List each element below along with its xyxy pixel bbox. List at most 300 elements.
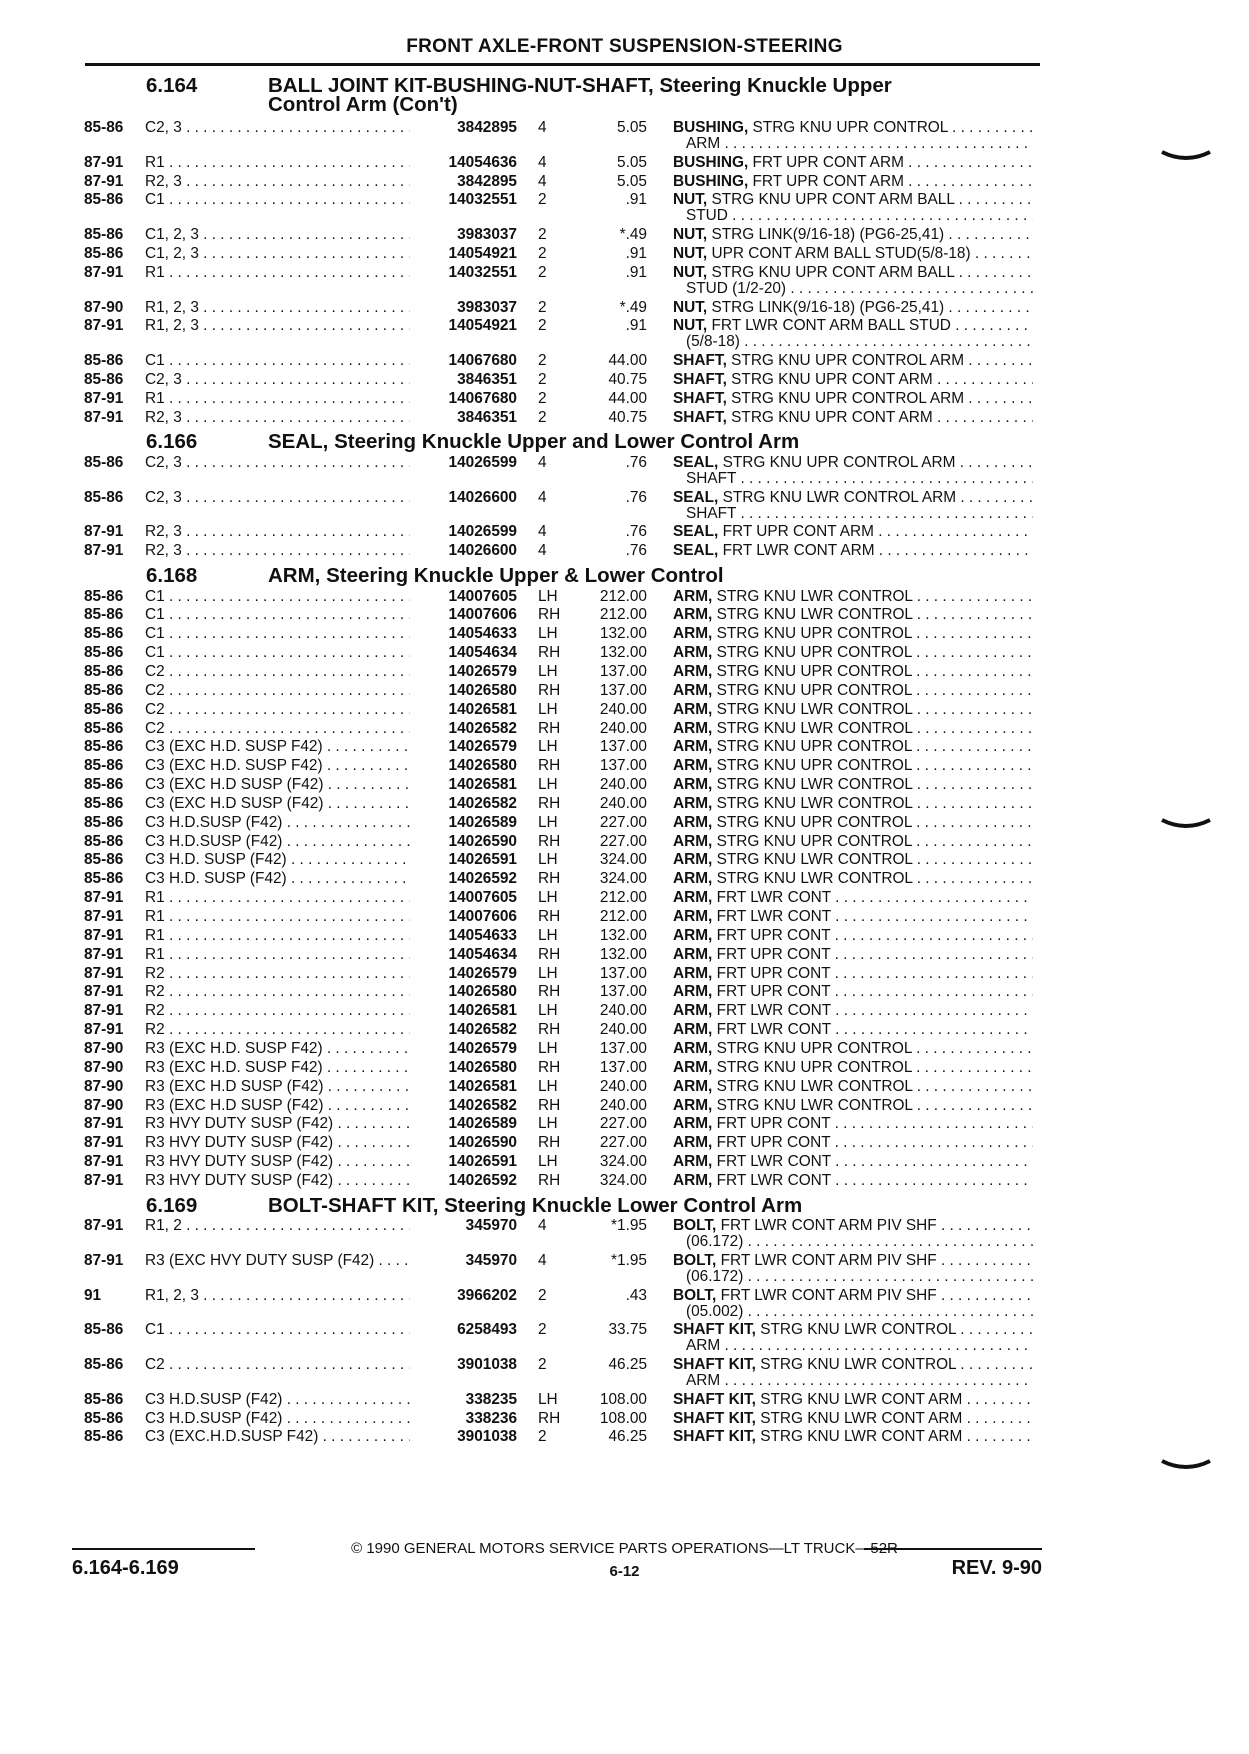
quantity: 2 [538, 317, 547, 335]
price: 212.00 [599, 908, 647, 925]
part-description-name: NUT, [673, 244, 708, 262]
part-description-name: ARM, [673, 625, 713, 643]
part-row-continuation [0, 1337, 1249, 1356]
part-row [0, 983, 1249, 1002]
model-applicability: R3 HVY DUTY SUSP (F42) . . . [145, 1153, 415, 1171]
part-description: ARM, STRG KNU UPR CONTROL . . . [673, 1059, 1033, 1077]
model-years: 85-86 [84, 851, 124, 869]
part-description-name: ARM, [673, 606, 713, 624]
model-years: 85-86 [84, 644, 124, 662]
part-number: 3842895 [410, 119, 517, 137]
part-number: 14026580 [410, 1059, 517, 1077]
model-applicability: R1 . . . [145, 154, 415, 172]
part-description-name: SEAL, [673, 542, 719, 560]
part-description-name: ARM, [673, 1134, 713, 1152]
part-number: 14026582 [410, 1097, 517, 1115]
part-number: 338236 [410, 1410, 517, 1428]
model-years: 85-86 [84, 352, 124, 370]
model-applicability: C2, 3 . . . [145, 489, 415, 507]
binder-hole-mark-bottom [1160, 1459, 1212, 1473]
quantity: LH [538, 964, 558, 982]
part-number: 14026582 [410, 795, 517, 813]
part-number: 14026590 [410, 1134, 517, 1152]
part-number: 14026581 [410, 776, 517, 794]
price: 33.75 [608, 1321, 647, 1339]
model-years: 85-86 [84, 757, 124, 775]
part-description: ARM, STRG KNU UPR CONTROL . . . [673, 625, 1033, 643]
model-years: 85-86 [84, 606, 124, 624]
quantity: 4 [538, 1251, 547, 1269]
model-applicability: R1, 2 . . . [145, 1217, 415, 1235]
price: 240.00 [599, 794, 647, 812]
part-row [0, 908, 1249, 927]
part-description: ARM, STRG KNU UPR CONTROL . . . [673, 814, 1033, 832]
quantity: LH [538, 1390, 558, 1408]
quantity: RH [538, 983, 561, 1001]
part-number: 3901038 [410, 1356, 517, 1374]
quantity: RH [538, 644, 561, 662]
part-row [0, 927, 1249, 946]
part-number: 14026589 [410, 1115, 517, 1133]
part-description-name: BOLT, [673, 1251, 717, 1269]
part-description-name: ARM, [673, 1096, 713, 1114]
part-row-continuation [0, 333, 1249, 352]
part-number: 14026580 [410, 983, 517, 1001]
quantity: LH [538, 738, 558, 756]
model-applicability: R1 . . . [145, 889, 415, 907]
part-description-name: ARM, [673, 1171, 713, 1189]
model-years: 87-91 [84, 1217, 124, 1235]
part-row [0, 757, 1249, 776]
part-number: 6258493 [410, 1321, 517, 1339]
footer-revision: REV. 9-90 [951, 1557, 1042, 1579]
part-description: ARM, STRG KNU LWR CONTROL . . . [673, 795, 1033, 813]
part-description: SHAFT KIT, STRG KNU LWR CONT ARM . . . [673, 1410, 1033, 1428]
price: 44.00 [608, 352, 647, 370]
footer-section-range: 6.164-6.169 [72, 1557, 179, 1579]
model-applicability: C3 H.D.SUSP (F42) . . . [145, 1391, 415, 1409]
quantity: 2 [538, 352, 547, 370]
price: *.49 [619, 226, 647, 244]
part-description-name: NUT, [673, 263, 708, 281]
part-row [0, 542, 1249, 561]
part-description-name: SHAFT, [673, 352, 727, 370]
part-row [0, 776, 1249, 795]
price: *.49 [619, 298, 647, 316]
part-description: SHAFT, STRG KNU UPR CONTROL ARM . . . [673, 390, 1033, 408]
price: .76 [625, 523, 647, 541]
model-years: 85-86 [84, 453, 124, 471]
price: .76 [625, 542, 647, 560]
quantity: LH [538, 776, 558, 794]
model-applicability: C1 . . . [145, 588, 415, 606]
price: 132.00 [599, 945, 647, 963]
price: 240.00 [599, 719, 647, 737]
quantity: 4 [538, 453, 547, 471]
model-years: 87-90 [84, 1039, 124, 1057]
model-years: 87-91 [84, 1134, 124, 1152]
quantity: 2 [538, 244, 547, 262]
price: 5.05 [617, 153, 647, 171]
part-description-name: ARM, [673, 1039, 713, 1057]
part-row [0, 1410, 1249, 1429]
quantity: 2 [538, 1286, 547, 1304]
price: .91 [625, 244, 647, 262]
part-number: 14026582 [410, 720, 517, 738]
part-number: 14026592 [410, 870, 517, 888]
price: 137.00 [599, 681, 647, 699]
model-applicability: R2 . . . [145, 1021, 415, 1039]
price: 240.00 [599, 700, 647, 718]
part-description: ARM, STRG KNU LWR CONTROL . . . [673, 720, 1033, 738]
section-number: 6.164 [146, 74, 198, 97]
part-description-name: BUSHING, [673, 119, 749, 136]
part-description: ARM, FRT LWR CONT . . . [673, 1002, 1033, 1020]
part-number: 14026580 [410, 757, 517, 775]
part-description-name: SHAFT, [673, 408, 727, 426]
part-description-name: SHAFT, [673, 370, 727, 388]
part-number: 3983037 [410, 299, 517, 317]
part-description: SHAFT KIT, STRG KNU LWR CONTROL . . . [673, 1321, 1033, 1339]
section-title: ARM, Steering Knuckle Upper & Lower Control [268, 564, 724, 588]
model-years: 87-91 [84, 389, 124, 407]
model-applicability: C3 H.D. SUSP (F42) . . . [145, 870, 415, 888]
part-description: ARM, FRT LWR CONT . . . [673, 889, 1033, 907]
part-row [0, 1428, 1249, 1447]
part-row [0, 795, 1249, 814]
part-description: ARM, STRG KNU LWR CONTROL . . . [673, 1097, 1033, 1115]
part-description-name: ARM, [673, 757, 713, 775]
part-description-name: ARM, [673, 1021, 713, 1039]
part-number: 14026580 [410, 682, 517, 700]
part-description: SHAFT KIT, STRG KNU LWR CONT ARM . . . [673, 1391, 1033, 1409]
part-description-continued: SHAFT . . . [686, 470, 1033, 488]
quantity: RH [538, 1171, 561, 1189]
part-description-name: ARM, [673, 738, 713, 756]
part-description: ARM, FRT LWR CONT . . . [673, 1021, 1033, 1039]
footer-copyright: © 1990 GENERAL MOTORS SERVICE PARTS OPERATIONS—LT TRUCK—52R [351, 1540, 898, 1557]
part-description-continued: ARM . . . [686, 135, 1033, 153]
part-description-continued: SHAFT . . . [686, 505, 1033, 523]
quantity: LH [538, 625, 558, 643]
quantity: 2 [538, 370, 547, 388]
model-applicability: R3 HVY DUTY SUSP (F42) . . . [145, 1115, 415, 1133]
part-description: ARM, FRT LWR CONT . . . [673, 908, 1033, 926]
price: 132.00 [599, 625, 647, 643]
quantity: LH [538, 889, 558, 907]
part-description: SEAL, FRT UPR CONT ARM . . . [673, 523, 1033, 541]
part-number: 14026581 [410, 1002, 517, 1020]
quantity: LH [538, 700, 558, 718]
model-years: 87-90 [84, 1096, 124, 1114]
price: 108.00 [599, 1390, 647, 1408]
part-description: ARM, FRT UPR CONT . . . [673, 965, 1033, 983]
part-row [0, 1153, 1249, 1172]
part-number: 14054634 [410, 946, 517, 964]
part-row [0, 814, 1249, 833]
model-applicability: C2 . . . [145, 682, 415, 700]
part-row [0, 1172, 1249, 1191]
model-applicability: C2 . . . [145, 1356, 415, 1374]
model-years: 85-86 [84, 776, 124, 794]
model-applicability: R2, 3 . . . [145, 409, 415, 427]
part-description-name: ARM, [673, 719, 713, 737]
quantity: RH [538, 945, 561, 963]
part-description-name: SHAFT KIT, [673, 1428, 756, 1446]
quantity: 2 [538, 1428, 547, 1446]
price: *1.95 [611, 1217, 647, 1235]
part-row [0, 946, 1249, 965]
part-description: BOLT, FRT LWR CONT ARM PIV SHF . . . [673, 1217, 1033, 1235]
model-applicability: C2 . . . [145, 701, 415, 719]
part-number: 14026591 [410, 1153, 517, 1171]
price: 227.00 [599, 813, 647, 831]
model-applicability: R1 . . . [145, 946, 415, 964]
part-row [0, 1391, 1249, 1410]
part-description-name: BUSHING, [673, 172, 749, 190]
quantity: 2 [538, 191, 547, 209]
part-description-name: ARM, [673, 681, 713, 699]
price: 5.05 [617, 119, 647, 136]
model-applicability: R3 HVY DUTY SUSP (F42) . . . [145, 1172, 415, 1190]
part-number: 14054636 [410, 154, 517, 172]
part-number: 14054634 [410, 644, 517, 662]
part-description: ARM, STRG KNU UPR CONTROL . . . [673, 644, 1033, 662]
model-applicability: R3 (EXC H.D. SUSP F42) . . . [145, 1040, 415, 1058]
part-description-name: ARM, [673, 587, 713, 605]
part-number: 14026579 [410, 738, 517, 756]
model-years: 87-91 [84, 1171, 124, 1189]
quantity: 4 [538, 153, 547, 171]
part-number: 14007606 [410, 606, 517, 624]
part-number: 14026592 [410, 1172, 517, 1190]
part-number: 14026589 [410, 814, 517, 832]
part-row [0, 299, 1249, 318]
model-applicability: R1 . . . [145, 908, 415, 926]
quantity: RH [538, 719, 561, 737]
quantity: 4 [538, 523, 547, 541]
price: 137.00 [599, 1039, 647, 1057]
quantity: RH [538, 832, 561, 850]
quantity: 4 [538, 542, 547, 560]
part-description: NUT, UPR CONT ARM BALL STUD(5/8-18) . . . [673, 245, 1033, 263]
part-description-name: ARM, [673, 908, 713, 925]
part-description-name: ARM, [673, 832, 713, 850]
part-row-continuation [0, 1233, 1249, 1252]
section-number: 6.168 [146, 564, 198, 588]
part-row [0, 390, 1249, 409]
model-applicability: C2 . . . [145, 720, 415, 738]
model-years: 87-91 [84, 1002, 124, 1020]
part-description-name: ARM, [673, 700, 713, 718]
price: 324.00 [599, 870, 647, 888]
part-row [0, 245, 1249, 264]
quantity: LH [538, 1115, 558, 1133]
part-row [0, 625, 1249, 644]
quantity: LH [538, 1077, 558, 1095]
model-applicability: R3 (EXC H.D. SUSP F42) . . . [145, 1059, 415, 1077]
model-applicability: C3 (EXC H.D. SUSP F42) . . . [145, 757, 415, 775]
model-applicability: R1 . . . [145, 390, 415, 408]
model-applicability: R1, 2, 3 . . . [145, 317, 415, 335]
part-row [0, 889, 1249, 908]
quantity: RH [538, 1096, 561, 1114]
part-number: 345970 [410, 1217, 517, 1235]
quantity: RH [538, 681, 561, 699]
price: 132.00 [599, 926, 647, 944]
quantity: 2 [538, 1321, 547, 1339]
part-description-name: ARM, [673, 1115, 713, 1133]
part-description-name: ARM, [673, 1002, 713, 1020]
part-description-name: ARM, [673, 776, 713, 794]
section-title: BOLT-SHAFT KIT, Steering Knuckle Lower Control Arm [268, 1193, 803, 1217]
part-row-continuation [0, 207, 1249, 226]
model-years: 85-86 [84, 662, 124, 680]
quantity: RH [538, 757, 561, 775]
part-description-name: ARM, [673, 1153, 713, 1171]
part-description-name: ARM, [673, 851, 713, 869]
model-years: 85-86 [84, 719, 124, 737]
part-row [0, 409, 1249, 428]
binder-hole-mark-top [1160, 150, 1212, 164]
price: 40.75 [608, 408, 647, 426]
part-number: 14026599 [410, 523, 517, 541]
part-description: ARM, FRT UPR CONT . . . [673, 1115, 1033, 1133]
price: 212.00 [599, 889, 647, 907]
part-number: 3901038 [410, 1428, 517, 1446]
price: *1.95 [611, 1251, 647, 1269]
model-years: 87-91 [84, 408, 124, 426]
part-row [0, 588, 1249, 607]
model-years: 87-91 [84, 945, 124, 963]
part-description-continued: STUD . . . [686, 207, 1033, 225]
part-row [0, 682, 1249, 701]
part-description-continued: (06.172) . . . [686, 1233, 1033, 1251]
part-number: 14007605 [410, 889, 517, 907]
model-applicability: C3 (EXC H.D SUSP (F42) . . . [145, 776, 415, 794]
price: 227.00 [599, 832, 647, 850]
part-row [0, 851, 1249, 870]
part-number: 14026579 [410, 663, 517, 681]
quantity: 2 [538, 389, 547, 407]
model-applicability: R1 . . . [145, 927, 415, 945]
model-applicability: R2 . . . [145, 965, 415, 983]
part-description-name: SHAFT, [673, 389, 727, 407]
part-number: 14032551 [410, 191, 517, 209]
part-description: SEAL, STRG KNU UPR CONTROL ARM . . . [673, 454, 1033, 472]
model-applicability: C3 H.D.SUSP (F42) . . . [145, 833, 415, 851]
model-years: 87-91 [84, 908, 124, 925]
part-description: ARM, STRG KNU UPR CONTROL . . . [673, 757, 1033, 775]
part-description-continued: (05.002) . . . [686, 1303, 1033, 1321]
model-applicability: R2 . . . [145, 1002, 415, 1020]
part-description: BOLT, FRT LWR CONT ARM PIV SHF . . . [673, 1252, 1033, 1270]
part-row-continuation [0, 135, 1249, 154]
part-description: ARM, STRG KNU UPR CONTROL . . . [673, 1040, 1033, 1058]
quantity: 2 [538, 408, 547, 426]
quantity: 2 [538, 298, 547, 316]
quantity: 2 [538, 226, 547, 244]
model-years: 87-90 [84, 298, 124, 316]
part-row-continuation [0, 1268, 1249, 1287]
price: 108.00 [599, 1409, 647, 1427]
price: 212.00 [599, 606, 647, 624]
part-description: ARM, FRT UPR CONT . . . [673, 983, 1033, 1001]
footer-page-number: 6-12 [609, 1563, 640, 1580]
part-description: ARM, STRG KNU UPR CONTROL . . . [673, 738, 1033, 756]
price: 137.00 [599, 662, 647, 680]
part-description-name: ARM, [673, 945, 713, 963]
part-row [0, 701, 1249, 720]
model-years: 85-86 [84, 1428, 124, 1446]
part-description: ARM, FRT UPR CONT . . . [673, 946, 1033, 964]
part-description: SEAL, STRG KNU LWR CONTROL ARM . . . [673, 489, 1033, 507]
part-description-continued: (5/8-18) . . . [686, 333, 1033, 351]
part-description: ARM, STRG KNU LWR CONTROL . . . [673, 701, 1033, 719]
model-years: 85-86 [84, 870, 124, 888]
part-number: 14026581 [410, 701, 517, 719]
part-description-name: NUT, [673, 317, 708, 335]
model-years: 85-86 [84, 813, 124, 831]
part-description-continued: ARM . . . [686, 1337, 1033, 1355]
part-description-name: ARM, [673, 794, 713, 812]
part-description-continued: ARM . . . [686, 1372, 1033, 1390]
model-applicability: C1 . . . [145, 606, 415, 624]
quantity: LH [538, 1002, 558, 1020]
part-description: ARM, STRG KNU LWR CONTROL . . . [673, 606, 1033, 624]
part-number: 14026582 [410, 1021, 517, 1039]
price: .43 [625, 1286, 647, 1304]
quantity: RH [538, 908, 561, 925]
part-description: SHAFT, STRG KNU UPR CONT ARM . . . [673, 371, 1033, 389]
part-row [0, 1078, 1249, 1097]
model-applicability: R1, 2, 3 . . . [145, 299, 415, 317]
part-description: ARM, STRG KNU LWR CONTROL . . . [673, 1078, 1033, 1096]
price: .76 [625, 488, 647, 506]
model-years: 85-86 [84, 488, 124, 506]
part-description: SHAFT KIT, STRG KNU LWR CONT ARM . . . [673, 1428, 1033, 1446]
page-header-title: FRONT AXLE-FRONT SUSPENSION-STEERING [406, 36, 843, 57]
part-row-continuation [0, 1303, 1249, 1322]
model-years: 85-86 [84, 226, 124, 244]
model-applicability: C3 H.D.SUSP (F42) . . . [145, 1410, 415, 1428]
model-years: 87-91 [84, 1021, 124, 1039]
part-description-continued: STUD (1/2-20) . . . [686, 280, 1033, 298]
price: 240.00 [599, 1096, 647, 1114]
model-applicability: C1 . . . [145, 625, 415, 643]
section-number: 6.166 [146, 430, 198, 454]
part-description-name: ARM, [673, 926, 713, 944]
quantity: 2 [538, 1356, 547, 1374]
part-description: ARM, FRT UPR CONT . . . [673, 1134, 1033, 1152]
part-description-name: SEAL, [673, 488, 719, 506]
quantity: LH [538, 926, 558, 944]
price: 227.00 [599, 1134, 647, 1152]
model-years: 87-91 [84, 1153, 124, 1171]
model-applicability: R1, 2, 3 . . . [145, 1287, 415, 1305]
price: 46.25 [608, 1356, 647, 1374]
part-number: 3983037 [410, 226, 517, 244]
part-row-continuation [0, 1372, 1249, 1391]
model-years: 85-86 [84, 119, 124, 136]
part-description: ARM, STRG KNU LWR CONTROL . . . [673, 776, 1033, 794]
quantity: LH [538, 813, 558, 831]
part-number: 14007606 [410, 908, 517, 926]
part-number: 3842895 [410, 173, 517, 191]
price: 40.75 [608, 370, 647, 388]
part-description: ARM, STRG KNU LWR CONTROL . . . [673, 588, 1033, 606]
part-description-name: ARM, [673, 964, 713, 982]
